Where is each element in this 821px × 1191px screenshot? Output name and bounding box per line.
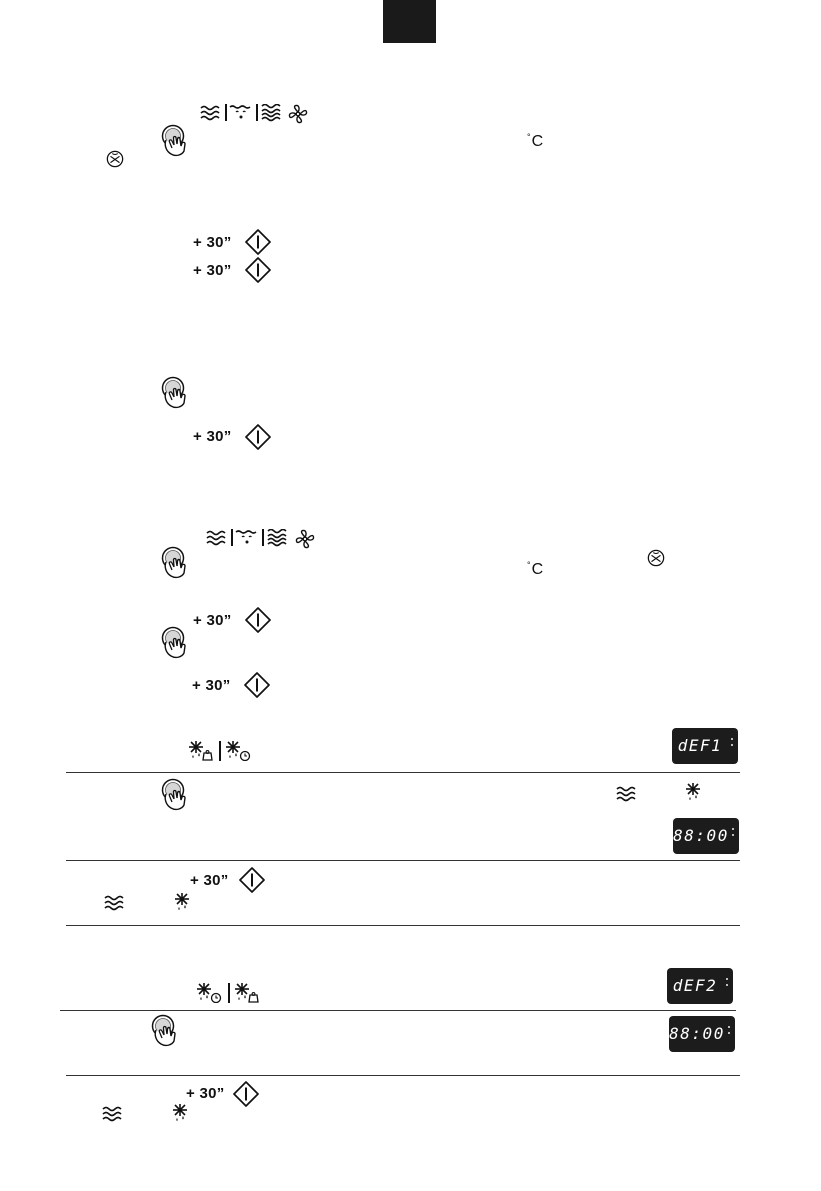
celsius-letter: C (531, 133, 544, 150)
plus30-label: + 30” (186, 1085, 225, 1102)
preheat-icon (647, 549, 665, 567)
dial-knob-icon (160, 124, 188, 158)
plus30-label: + 30” (193, 428, 232, 445)
lcd-text: 88:00 (673, 826, 729, 845)
section-divider (66, 772, 740, 773)
start-diamond-icon (245, 424, 271, 450)
lcd-display-time2 (669, 1016, 735, 1052)
icon-separator (228, 983, 230, 1003)
icon-separator (225, 104, 227, 121)
section-divider (66, 860, 740, 861)
lcd-text: dEF2 (672, 976, 718, 995)
lcd-text: dEF1 (677, 736, 723, 755)
chapter-tab (383, 0, 436, 43)
lcd-text: 88:00 (669, 1024, 725, 1043)
lcd-dots (732, 828, 734, 844)
lcd-display-def2 (667, 968, 733, 1004)
microwave-waves-icon (206, 530, 226, 546)
celsius-icon (527, 556, 543, 579)
dial-knob-icon (160, 376, 188, 410)
degree-sign: ° (527, 560, 531, 570)
icon-separator (231, 529, 233, 546)
lcd-dots (731, 738, 733, 754)
grill-icon (229, 105, 253, 121)
start-diamond-icon (245, 229, 271, 255)
icon-separator (262, 529, 264, 546)
dial-knob-icon (150, 1014, 178, 1048)
degree-sign: ° (527, 132, 531, 142)
dial-knob-icon (160, 546, 188, 580)
lcd-dots (726, 978, 728, 994)
start-diamond-icon (245, 607, 271, 633)
lcd-dots (728, 1026, 730, 1042)
plus30-label: + 30” (192, 677, 231, 694)
section-divider (66, 1075, 740, 1076)
plus30-label: + 30” (190, 872, 229, 889)
start-diamond-icon (239, 867, 265, 893)
fan-icon (295, 529, 315, 549)
lcd-display-time1 (673, 818, 739, 854)
celsius-icon (527, 128, 543, 151)
defrost-icon (685, 783, 705, 803)
plus30-label: + 30” (193, 234, 232, 251)
preheat-icon (106, 150, 124, 168)
start-diamond-icon (233, 1081, 259, 1107)
icon-separator (256, 104, 258, 121)
microwave-waves-icon (102, 1106, 122, 1122)
dial-knob-icon (160, 778, 188, 812)
plus30-label: + 30” (193, 612, 232, 629)
icon-separator (219, 741, 221, 761)
microwave-waves-icon (104, 895, 124, 911)
start-diamond-icon (245, 257, 271, 283)
lcd-display-def1 (672, 728, 738, 764)
section-divider (60, 1010, 736, 1011)
defrost-time-icon (225, 741, 251, 761)
dial-knob-icon (160, 626, 188, 660)
defrost-icon (172, 1104, 192, 1124)
defrost-icon (174, 893, 194, 913)
section-divider (66, 925, 740, 926)
combi-icon (261, 104, 281, 122)
defrost-weight-icon (188, 741, 214, 761)
fan-icon (288, 104, 308, 124)
defrost-power-icon (234, 983, 260, 1003)
grill-icon (235, 530, 259, 546)
celsius-letter: C (531, 561, 544, 578)
microwave-waves-icon (616, 786, 636, 802)
defrost-time-icon (196, 983, 222, 1003)
microwave-waves-icon (200, 105, 220, 121)
combi-icon (267, 529, 287, 547)
plus30-label: + 30” (193, 262, 232, 279)
start-diamond-icon (244, 672, 270, 698)
